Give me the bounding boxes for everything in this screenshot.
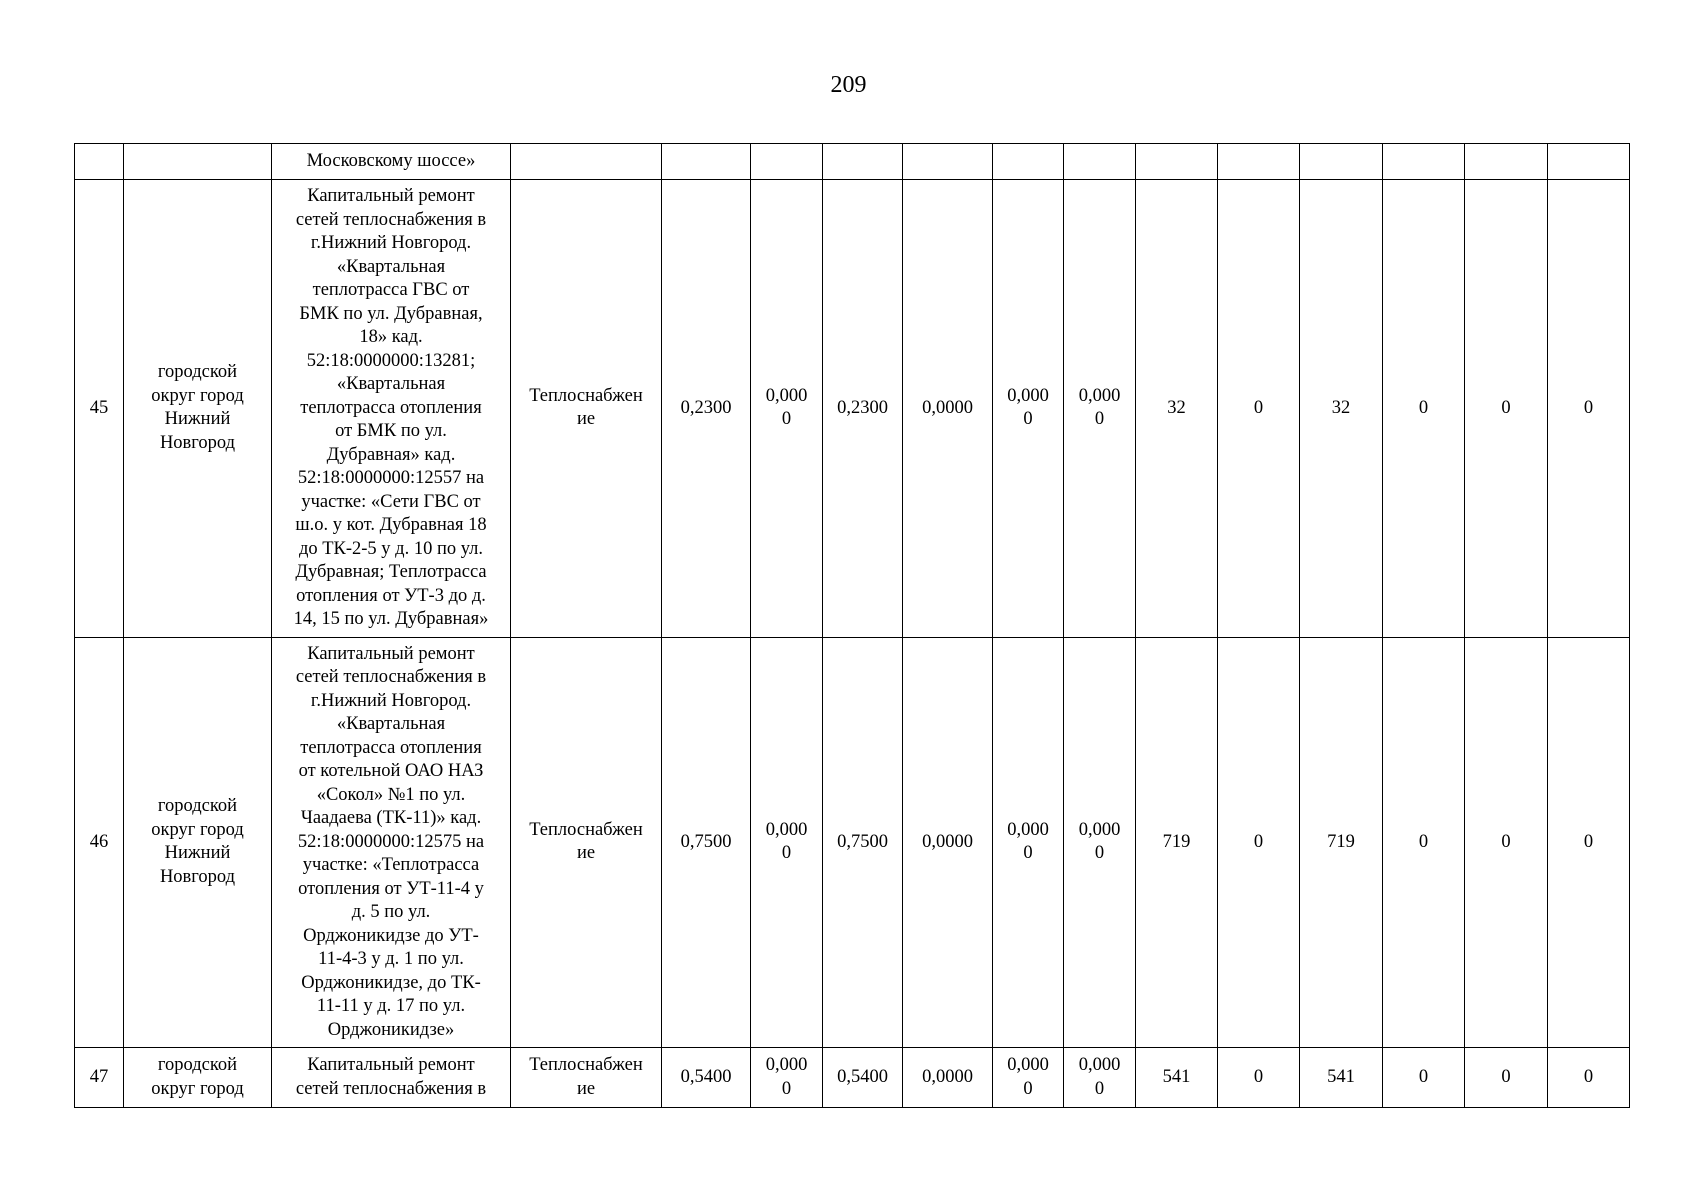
page-number: 209 xyxy=(830,72,867,98)
cell-num: 47 xyxy=(75,1048,124,1108)
cell-value: 0 xyxy=(1465,180,1548,638)
cell-value: 32 xyxy=(1136,180,1218,638)
cell-value: 0,7500 xyxy=(662,637,751,1048)
cell-value: 0,0000 xyxy=(903,637,993,1048)
cell-municipality xyxy=(124,144,272,180)
cell-value: 0 xyxy=(1465,1048,1548,1108)
cell-value: 0,5400 xyxy=(823,1048,903,1108)
cell-value: 541 xyxy=(1300,1048,1383,1108)
table-row-continuation xyxy=(75,144,1630,180)
cell-value: 0 xyxy=(1383,1048,1465,1108)
cell-value: 0,000 0 xyxy=(993,637,1064,1048)
cell-value: 0,2300 xyxy=(823,180,903,638)
table-row xyxy=(75,180,1630,638)
cell-num: 46 xyxy=(75,637,124,1048)
cell-value: 0,5400 xyxy=(662,1048,751,1108)
cell-description: Капитальный ремонт сетей теплоснабжения в xyxy=(272,1048,511,1108)
cell-num: 45 xyxy=(75,180,124,638)
cell-value: 0,7500 xyxy=(823,637,903,1048)
cell-value: 32 xyxy=(1300,180,1383,638)
cell-description: Капитальный ремонт сетей теплоснабжения в г.Нижний Новгород. «Квартальная теплотрасса ГВС от БМК по ул. Дубравная, 18» кад. 52:18:0000000:13281; «Квартальная теплотрасса отопления от БМК по ул. Дубравная» кад. 52:18:0000000:12557 на участке: «Сети ГВС от ш.о. у кот. Дубравная 18 до ТК-2-5 у д. 10 по ул. Дубравная; Теплотрасса отопления от УТ-3 до д. 14, 15 по ул. Дубравная» xyxy=(272,180,511,638)
cell-value: 0,0000 xyxy=(903,1048,993,1108)
cell-value: 541 xyxy=(1136,1048,1218,1108)
cell-value: 0,000 0 xyxy=(751,637,823,1048)
cell-type: Теплоснабжен ие xyxy=(511,180,662,638)
cell-value: 0 xyxy=(1218,1048,1300,1108)
cell-value: 0 xyxy=(1548,1048,1630,1108)
cell-value: 0,0000 xyxy=(903,180,993,638)
cell-value: 0 xyxy=(1465,637,1548,1048)
table-row xyxy=(75,637,1630,1048)
cell-value: 0,000 0 xyxy=(1064,1048,1136,1108)
cell-description: Капитальный ремонт сетей теплоснабжения в г.Нижний Новгород. «Квартальная теплотрасса отопления от котельной ОАО НАЗ «Сокол» №1 по ул. Чаадаева (ТК-11)» кад. 52:18:0000000:12575 на участке: «Теплотрасса отопления от УТ-11-4 у д. 5 по ул. Орджоникидзе до УТ- 11-4-3 у д. 1 по ул. Орджоникидзе, до ТК- 11-11 у д. 17 по ул. Орджоникидзе» xyxy=(272,637,511,1048)
cell-description: Московскому шоссе» xyxy=(272,144,511,180)
table-row xyxy=(75,1048,1630,1108)
cell-municipality: городской округ город Нижний Новгород xyxy=(124,180,272,638)
projects-table xyxy=(74,143,1630,1108)
cell-value: 719 xyxy=(1136,637,1218,1048)
cell-value: 0,000 0 xyxy=(1064,180,1136,638)
cell-value: 0,2300 xyxy=(662,180,751,638)
cell-value: 0 xyxy=(1218,180,1300,638)
cell-value: 0,000 0 xyxy=(1064,637,1136,1048)
cell-value: 0 xyxy=(1548,637,1630,1048)
cell-type: Теплоснабжен ие xyxy=(511,637,662,1048)
cell-value: 719 xyxy=(1300,637,1383,1048)
cell-municipality: городской округ город Нижний Новгород xyxy=(124,637,272,1048)
cell-value: 0,000 0 xyxy=(751,180,823,638)
cell-value: 0,000 0 xyxy=(993,1048,1064,1108)
cell-value: 0 xyxy=(1218,637,1300,1048)
cell-municipality: городской округ город xyxy=(124,1048,272,1108)
cell-value: 0,000 0 xyxy=(751,1048,823,1108)
cell-value: 0 xyxy=(1383,180,1465,638)
cell-value: 0,000 0 xyxy=(993,180,1064,638)
cell-num xyxy=(75,144,124,180)
cell-type: Теплоснабжен ие xyxy=(511,1048,662,1108)
cell-value: 0 xyxy=(1548,180,1630,638)
cell-value: 0 xyxy=(1383,637,1465,1048)
